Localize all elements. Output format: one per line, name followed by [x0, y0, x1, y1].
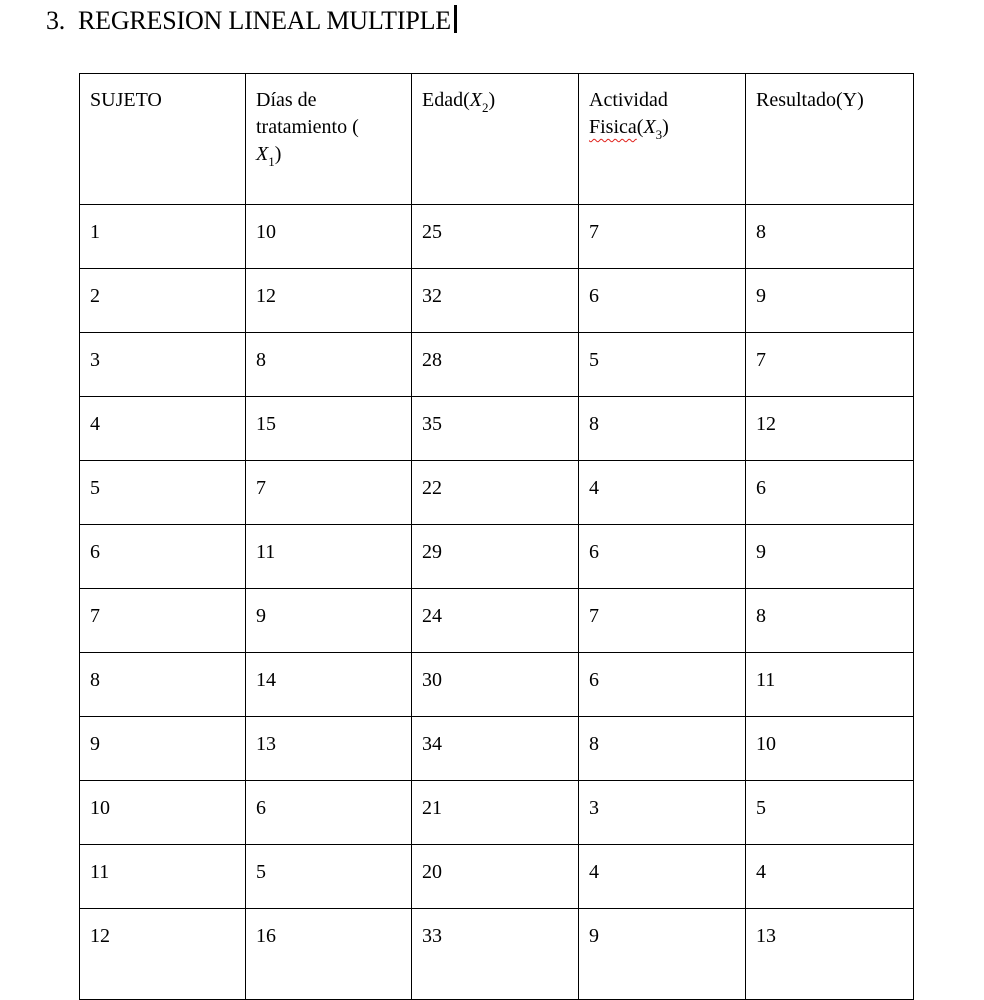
cell-resultado: 10: [746, 717, 914, 781]
cell-edad: 32: [412, 269, 579, 333]
cell-dias: 13: [246, 717, 412, 781]
header-dias-tratamiento: [246, 74, 412, 205]
cell-sujeto: 4: [80, 397, 246, 461]
cell-edad: 22: [412, 461, 579, 525]
cell-actividad: 6: [579, 525, 746, 589]
header-actividad-subscript: 3: [655, 127, 663, 142]
header-resultado: [746, 74, 914, 205]
header-actividad-fisica: [579, 74, 746, 205]
table-row: [80, 269, 914, 333]
table-row: [80, 525, 914, 589]
cell-dias: 16: [246, 909, 412, 1000]
table-row: [80, 717, 914, 781]
cell-sujeto: 10: [80, 781, 246, 845]
cell-dias: 10: [246, 205, 412, 269]
cell-sujeto: 9: [80, 717, 246, 781]
cell-actividad: 4: [579, 845, 746, 909]
cell-resultado: 8: [746, 205, 914, 269]
cell-dias: 11: [246, 525, 412, 589]
regression-data-table: [79, 73, 914, 1000]
header-dias-variable: X: [256, 143, 269, 165]
cell-dias: 7: [246, 461, 412, 525]
cell-edad: 28: [412, 333, 579, 397]
header-actividad-close: ): [662, 116, 669, 138]
cell-actividad: 7: [579, 205, 746, 269]
table-row: [80, 845, 914, 909]
cell-sujeto: 12: [80, 909, 246, 1000]
cell-resultado: 12: [746, 397, 914, 461]
cell-actividad: 4: [579, 461, 746, 525]
cell-edad: 34: [412, 717, 579, 781]
table-body: [80, 74, 914, 1000]
cell-edad: 29: [412, 525, 579, 589]
cell-sujeto: 5: [80, 461, 246, 525]
cell-dias: 8: [246, 333, 412, 397]
cell-resultado: 11: [746, 653, 914, 717]
header-edad-variable: X: [469, 89, 482, 111]
cell-resultado: 9: [746, 269, 914, 333]
header-dias-close: ): [274, 143, 282, 165]
cell-actividad: 8: [579, 717, 746, 781]
cell-actividad: 9: [579, 909, 746, 1000]
header-edad-prefix: Edad(: [422, 89, 470, 111]
table-row: [80, 333, 914, 397]
cell-dias: 15: [246, 397, 412, 461]
header-sujeto: [80, 74, 246, 205]
cell-actividad: 7: [579, 589, 746, 653]
cell-sujeto: 8: [80, 653, 246, 717]
cell-edad: 21: [412, 781, 579, 845]
cell-actividad: 3: [579, 781, 746, 845]
header-resultado-label: Resultado(Y): [756, 89, 864, 111]
cell-actividad: 6: [579, 653, 746, 717]
header-sujeto-label: SUJETO: [90, 89, 162, 111]
table-row: [80, 589, 914, 653]
table-row: [80, 205, 914, 269]
cell-edad: 30: [412, 653, 579, 717]
header-dias-line2: tratamiento (: [256, 116, 359, 138]
cell-sujeto: 3: [80, 333, 246, 397]
cell-actividad: 5: [579, 333, 746, 397]
header-dias-subscript: 1: [268, 154, 275, 169]
cell-resultado: 13: [746, 909, 914, 1000]
cell-resultado: 4: [746, 845, 914, 909]
header-actividad-variable: X: [643, 116, 656, 138]
table-row: [80, 397, 914, 461]
cell-resultado: 8: [746, 589, 914, 653]
cell-edad: 33: [412, 909, 579, 1000]
cell-sujeto: 6: [80, 525, 246, 589]
cell-actividad: 8: [579, 397, 746, 461]
header-edad-subscript: 2: [481, 100, 489, 115]
table-row: [80, 781, 914, 845]
table-row: [80, 653, 914, 717]
text-cursor: [454, 5, 457, 33]
cell-sujeto: 2: [80, 269, 246, 333]
cell-actividad: 6: [579, 269, 746, 333]
cell-edad: 20: [412, 845, 579, 909]
cell-sujeto: 1: [80, 205, 246, 269]
table-row: [80, 461, 914, 525]
cell-dias: 12: [246, 269, 412, 333]
cell-resultado: 7: [746, 333, 914, 397]
table-row: [80, 909, 914, 1000]
section-heading: [46, 5, 457, 36]
cell-edad: 24: [412, 589, 579, 653]
cell-dias: 5: [246, 845, 412, 909]
header-actividad-line1: Actividad: [589, 89, 668, 111]
header-edad: [412, 74, 579, 205]
header-actividad-open: (: [636, 116, 644, 138]
cell-edad: 35: [412, 397, 579, 461]
section-title: REGRESION LINEAL MULTIPLE: [78, 6, 451, 35]
cell-edad: 25: [412, 205, 579, 269]
cell-resultado: 5: [746, 781, 914, 845]
header-actividad-word-misspelled[interactable]: Fisica: [589, 116, 637, 138]
table-header-row: [80, 74, 914, 205]
header-dias-line1: Días de: [256, 89, 317, 111]
section-number: 3.: [46, 6, 66, 35]
cell-dias: 14: [246, 653, 412, 717]
cell-dias: 9: [246, 589, 412, 653]
header-edad-close: ): [488, 89, 496, 111]
cell-sujeto: 11: [80, 845, 246, 909]
cell-sujeto: 7: [80, 589, 246, 653]
cell-resultado: 6: [746, 461, 914, 525]
cell-dias: 6: [246, 781, 412, 845]
cell-resultado: 9: [746, 525, 914, 589]
